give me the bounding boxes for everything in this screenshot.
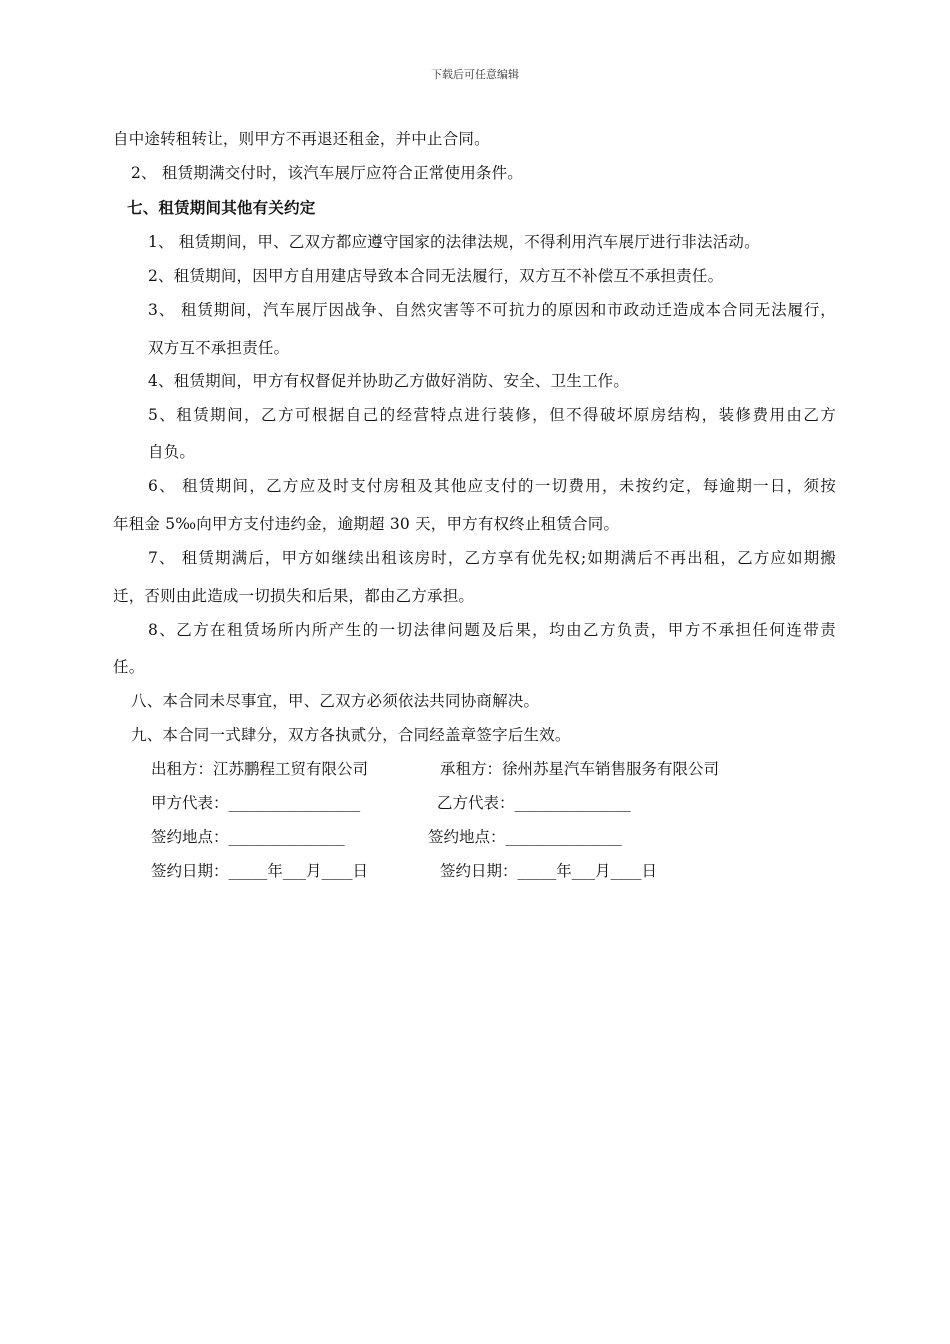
- party-b-representative: 乙方代表：_______________: [437, 794, 631, 812]
- clause-7-3-line1: 3、 租赁期间，汽车展厅因战争、自然灾害等不可抗力的原因和市政动迁造成本合同无法履行，: [148, 301, 836, 319]
- clause-7-2: 2、租赁期间，因甲方自用建店导致本合同无法履行，双方互不补偿互不承担责任。: [148, 267, 724, 285]
- clause-7-8-line1: 8、乙方在租赁场所内所产生的一切法律问题及后果，均由乙方负责，甲方不承担任何连带责: [148, 621, 836, 639]
- clause-7-6-line2: 年租金 5‰向甲方支付违约金，逾期超 30 天，甲方有权终止租赁合同。: [113, 515, 620, 533]
- page-header: 下载后可任意编辑: [431, 68, 519, 81]
- party-a-signing-date: 签约日期：_____年___月____日: [151, 862, 369, 880]
- clause-7-5-line2: 自负。: [148, 443, 196, 461]
- section-8: 八、本合同未尽事宜，甲、乙双方必须依法共同协商解决。: [131, 692, 540, 710]
- party-b-signing-date: 签约日期：_____年___月____日: [440, 862, 658, 880]
- clause-7-5-line1: 5、租赁期间，乙方可根据自己的经营特点进行装修，但不得破坏原房结构，装修费用由乙方: [148, 406, 836, 424]
- party-b-signing-place: 签约地点：_______________: [428, 828, 622, 846]
- section-7-title: 七、租赁期间其他有关约定: [127, 198, 316, 217]
- lessor-name: 出租方：江苏鹏程工贸有限公司: [151, 760, 369, 778]
- clause-7-6-line1: 6、 租赁期间，乙方应及时支付房租及其他应支付的一切费用，未按约定，每逾期一日，须按: [148, 477, 836, 495]
- lessee-name: 承租方：徐州苏星汽车销售服务有限公司: [440, 760, 720, 778]
- clause-7-1: 1、 租赁期间，甲、乙双方都应遵守国家的法律法规，不得利用汽车展厅进行非法活动。: [148, 233, 760, 251]
- party-a-signing-place: 签约地点：_______________: [151, 828, 345, 846]
- clause-7-4: 4、租赁期间，甲方有权督促并协助乙方做好消防、安全、卫生工作。: [148, 372, 630, 390]
- clause-7-7-line2: 迁，否则由此造成一切损失和后果，都由乙方承担。: [113, 587, 475, 605]
- clause-7-7-line1: 7、 租赁期满后，甲方如继续出租该房时，乙方享有优先权;如期满后不再出租，乙方应如期搬: [148, 549, 836, 567]
- clause-6-2: 2、 租赁期满交付时，该汽车展厅应符合正常使用条件。: [131, 164, 523, 182]
- party-a-representative: 甲方代表：_________________: [151, 794, 361, 812]
- clause-7-3-line2: 双方互不承担责任。: [148, 339, 290, 357]
- clause-7-8-line2: 任。: [113, 658, 145, 676]
- paragraph-continuation: 自中途转租转让，则甲方不再退还租金，并中止合同。: [113, 130, 490, 148]
- section-9: 九、本合同一式肆分，双方各执贰分，合同经盖章签字后生效。: [131, 726, 571, 744]
